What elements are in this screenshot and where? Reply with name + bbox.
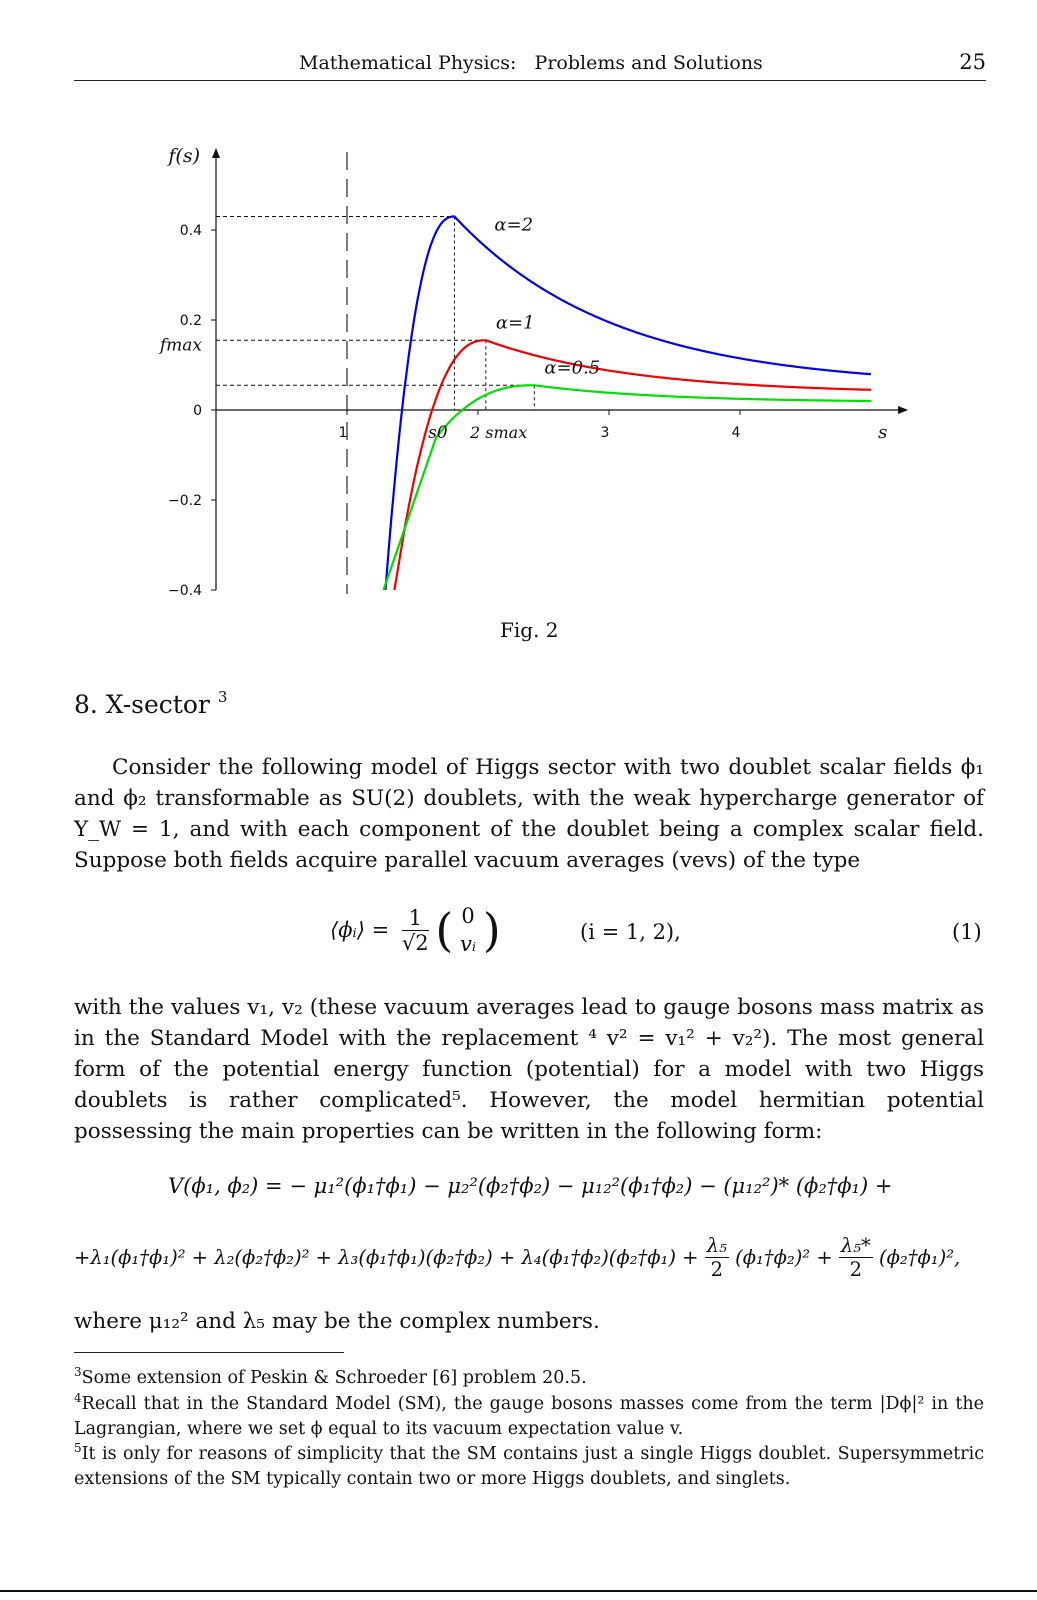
page-header bbox=[74, 48, 986, 81]
y-tick-label: 0.2 bbox=[179, 313, 202, 329]
page-number: 25 bbox=[959, 50, 986, 74]
chart-labels bbox=[158, 145, 887, 599]
x-axis-end-label: s bbox=[878, 422, 888, 443]
eq1-number: (1) bbox=[952, 920, 982, 944]
curve-1 bbox=[385, 214, 871, 591]
figure-2-chart bbox=[150, 140, 910, 610]
eq2-frac-1: $\frac{\text{λ₅}}{2}$ bbox=[706, 1234, 727, 1281]
eq2-line-1: V(ϕ₁, ϕ₂) = − μ₁²(ϕ₁†ϕ₁) − μ₂²(ϕ₂†ϕ₂) − μ₁₂²(ϕ₁†ϕ₂) − (μ₁₂²)* (ϕ₂†ϕ₁) + bbox=[168, 1174, 893, 1198]
equation-1: ⟨ϕᵢ⟩ = $\frac{1}{√2}$ ( 0 vᵢ ) bbox=[330, 903, 501, 957]
y-tick-label: −0.2 bbox=[168, 493, 202, 509]
paragraph-1: Consider the following model of Higgs sector with two doublet scalar fields ϕ₁ and ϕ₂ transformable as SU(2) doublets, with the weak hypercharge generator of Y_W = 1, and with each component of the doublet being a complex scalar field. Suppose both fields acquire parallel vacuum averages (vevs) of the type bbox=[74, 755, 984, 873]
section-footnote-mark: 3 bbox=[217, 688, 228, 706]
section-title: 8. X-sector bbox=[74, 690, 210, 719]
footnote-rule bbox=[74, 1352, 344, 1353]
chart-guides bbox=[216, 152, 534, 594]
eq2-line-2 bbox=[74, 1234, 960, 1281]
eq1-top: 0 bbox=[461, 904, 475, 928]
eq1-bottom: vᵢ bbox=[459, 932, 477, 956]
eq2-frac-2: $\frac{\text{λ₅*}}{2}$ bbox=[840, 1234, 871, 1281]
fmax-label: fmax bbox=[159, 335, 202, 356]
eq1-condition: (i = 1, 2), bbox=[580, 920, 681, 944]
section-heading bbox=[74, 690, 227, 719]
y-axis-arrow bbox=[212, 148, 220, 158]
curve-2 bbox=[394, 340, 871, 590]
x-tick-label: 4 bbox=[731, 425, 741, 441]
footnote-4-text: Recall that in the Standard Model (SM), the gauge bosons masses come from the term |Dϕ|² in the Lagrangian, where we set ϕ equal to its vacuum expectation value v. bbox=[74, 1393, 984, 1439]
footnote-5-mark: 5 bbox=[74, 1441, 82, 1455]
paragraph-3: where μ₁₂² and λ₅ may be the complex numbers. bbox=[74, 1309, 600, 1334]
paragraph-2: with the values v₁, v₂ (these vacuum averages lead to gauge bosons mass matrix as in the Standard Model with the replacement ⁴ v² = v₁² + v₂²). The most general form of the potential energy function (potential) for a model with two Higgs doublets is rather complicated⁵. However, the model hermitian potential possessing the main properties can be written in the following form: bbox=[74, 995, 984, 1144]
eq2-line-2b: (ϕ₁†ϕ₂)² + bbox=[735, 1246, 833, 1269]
x-tick-label: 3 bbox=[600, 425, 610, 441]
footnote-5-text: It is only for reasons of simplicity that the SM contains just a single Higgs doublet. Supersymmetric extensions of the SM typically contain two or more Higgs doublets, and singlets. bbox=[74, 1443, 984, 1489]
footnote-4 bbox=[74, 1386, 984, 1442]
series-label-3: α=0.5 bbox=[544, 357, 601, 379]
y-axis-label: f(s) bbox=[168, 145, 200, 167]
chart-curves bbox=[384, 214, 872, 591]
y-tick-label: 0 bbox=[193, 403, 202, 419]
footnote-4-mark: 4 bbox=[74, 1391, 82, 1405]
footnote-3-mark: 3 bbox=[74, 1365, 82, 1379]
running-title: Mathematical Physics: Problems and Solutions bbox=[299, 52, 763, 74]
x-tick-label: 1 bbox=[338, 425, 348, 441]
figure-caption: Fig. 2 bbox=[500, 618, 559, 642]
footnote-5 bbox=[74, 1436, 984, 1492]
series-label-1: α=2 bbox=[494, 214, 534, 236]
y-tick-label: −0.4 bbox=[168, 583, 202, 599]
y-tick-label: 0.4 bbox=[179, 223, 202, 239]
eq2-line-2c: (ϕ₂†ϕ₁)², bbox=[879, 1246, 961, 1269]
eq1-prefactor: $\frac{1}{√2}$ bbox=[401, 905, 429, 955]
curve-3 bbox=[384, 385, 872, 590]
s0-label: s0 bbox=[428, 423, 448, 443]
eq1-lhs: ⟨ϕᵢ⟩ = bbox=[330, 918, 390, 942]
eq2-line-2a: +λ₁(ϕ₁†ϕ₁)² + λ₂(ϕ₂†ϕ₂)² + λ₃(ϕ₁†ϕ₁)(ϕ₂†ϕ₂) + λ₄(ϕ₁†ϕ₂)(ϕ₂†ϕ₁) + bbox=[74, 1246, 699, 1269]
x-axis-arrow bbox=[898, 406, 908, 414]
smax-label: 2 smax bbox=[470, 423, 528, 442]
page-bottom-rule bbox=[0, 1590, 1037, 1592]
footnote-3-text: Some extension of Peskin & Schroeder [6] problem 20.5. bbox=[81, 1367, 587, 1388]
series-label-2: α=1 bbox=[495, 312, 535, 334]
eq1-vector bbox=[460, 902, 476, 958]
